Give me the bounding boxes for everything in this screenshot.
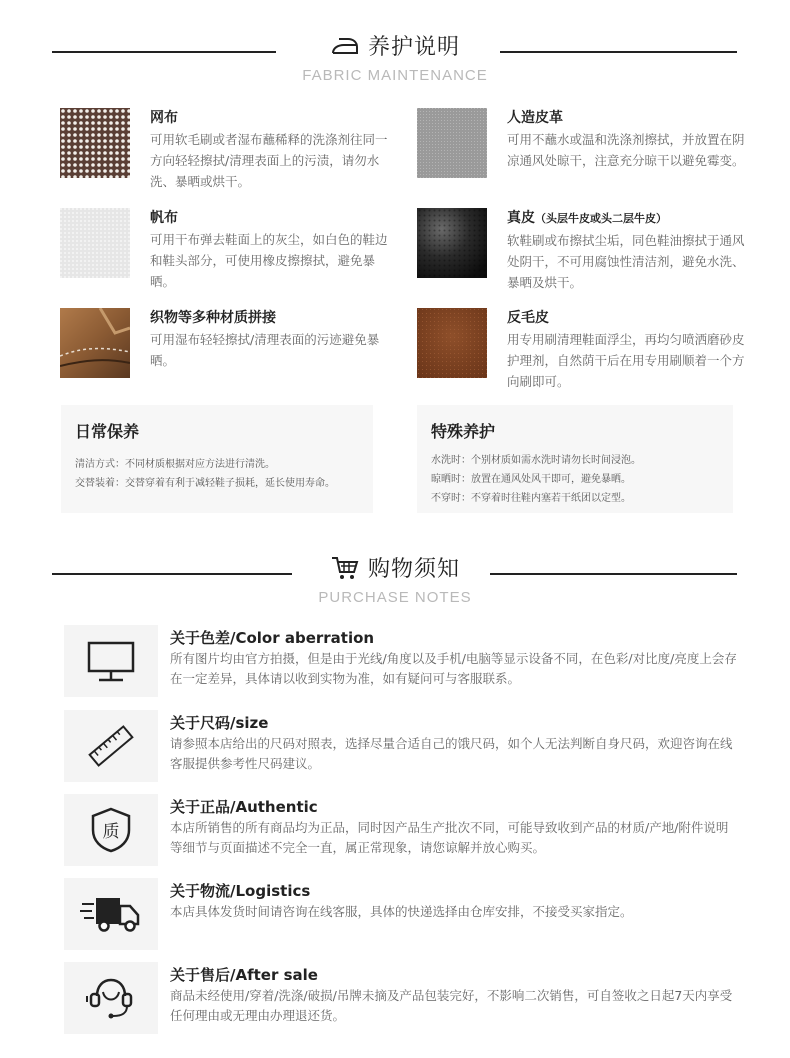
note-title: 关于售后/After sale — [170, 966, 318, 984]
purchase-note — [64, 625, 744, 697]
purchase-subtitle: PURCHASE NOTES — [318, 588, 472, 606]
fabric-desc: 可用干布弹去鞋面上的灰尘，如白色的鞋边和鞋头部分，可使用橡皮擦擦拭，避免暴晒。 — [150, 232, 388, 289]
note-title: 关于正品/Authentic — [170, 798, 318, 816]
genuine-leather-swatch — [417, 208, 487, 278]
fabric-name: 织物等多种材质拼接 — [150, 310, 276, 326]
purchase-note — [64, 962, 744, 1034]
fabric-item — [60, 208, 400, 298]
special-care-line: 水洗时：个别材质如需水洗时请勿长时间浸泡。 — [431, 455, 641, 466]
mixed-material-swatch — [60, 308, 130, 378]
note-desc: 所有图片均由官方拍摄，但是由于光线/角度以及手机/电脑等显示设备不同，在色彩/对比度/亮度上会存在一定差异，具体请以收到实物为准，如有疑问可与客服联系。 — [170, 651, 737, 686]
care-section-header — [0, 30, 790, 90]
delivery-truck-icon — [80, 894, 142, 934]
note-desc: 请参照本店给出的尺码对照表，选择尽量合适自己的饿尺码，如个人无法判断自身尺码，欢迎咨询在线客服提供参考性尺码建议。 — [170, 736, 733, 771]
daily-care-title: 日常保养 — [75, 422, 140, 441]
fabric-name: 人造皮革 — [507, 110, 563, 126]
note-desc: 商品未经使用/穿着/洗涤/破损/吊牌未摘及产品包装完好，不影响二次销售，可自签收之日起7天内享受任何理由或无理由办理退还货。 — [170, 988, 733, 1023]
shield-quality-label: 质 — [102, 822, 120, 842]
care-title: 养护说明 — [367, 35, 460, 60]
purchase-title: 购物须知 — [367, 557, 460, 582]
purchase-note — [64, 710, 744, 782]
daily-care-line: 交替装着：交替穿着有利于减轻鞋子损耗，延长使用寿命。 — [75, 478, 335, 489]
mesh-swatch — [60, 108, 130, 178]
note-desc: 本店所销售的所有商品均为正品，同时因产品生产批次不同，可能导致收到产品的材质/产地/附件说明等细节与页面描述不完全一直，属正常现象，请您谅解并放心购买。 — [170, 820, 729, 855]
fabric-item — [417, 208, 757, 298]
special-care-box — [417, 405, 733, 513]
iron-icon — [330, 33, 360, 59]
special-care-title: 特殊养护 — [431, 422, 496, 441]
shopping-cart-icon — [330, 555, 360, 581]
canvas-swatch — [60, 208, 130, 278]
note-title: 关于色差/Color aberration — [170, 629, 375, 647]
fabric-name-note: （头层牛皮或头二层牛皮） — [535, 212, 667, 225]
fabric-desc: 用专用刷清理鞋面浮尘，再均匀喷洒磨砂皮护理剂，自然荫干后在用专用刷顺着一个方向刷即可。 — [507, 332, 745, 389]
fabric-item — [60, 108, 400, 198]
note-title: 关于物流/Logistics — [170, 882, 311, 900]
suede-swatch — [417, 308, 487, 378]
daily-care-line: 清洁方式：不同材质根据对应方法进行清洗。 — [75, 459, 275, 470]
fabric-name: 反毛皮 — [507, 310, 549, 326]
fabric-item — [417, 308, 757, 398]
fabric-name: 帆布 — [150, 210, 178, 226]
note-desc: 本店具体发货时间请咨询在线客服，具体的快递选择由仓库安排，不接受买家指定。 — [170, 904, 633, 919]
purchase-note — [64, 878, 744, 950]
customer-service-icon — [85, 974, 137, 1022]
shield-quality-icon — [85, 806, 137, 854]
fabric-item — [417, 108, 757, 198]
purchase-note — [64, 794, 744, 866]
daily-care-box — [61, 405, 373, 513]
fabric-name: 网布 — [150, 110, 178, 126]
special-care-line: 晾晒时：放置在通风处风干即可，避免暴晒。 — [431, 474, 631, 485]
special-care-line: 不穿时：不穿着时往鞋内塞若干纸团以定型。 — [431, 493, 631, 504]
care-subtitle: FABRIC MAINTENANCE — [302, 66, 488, 84]
synthetic-leather-swatch — [417, 108, 487, 178]
fabric-desc: 可用不蘸水或温和洗涤剂擦拭，并放置在阴凉通风处晾干，注意充分晾干以避免霉变。 — [507, 132, 745, 168]
note-title: 关于尺码/size — [170, 714, 269, 732]
ruler-icon — [85, 724, 137, 768]
fabric-desc: 可用湿布轻轻擦拭/清理表面的污迹避免暴晒。 — [150, 332, 380, 368]
fabric-desc: 软鞋刷或布擦拭尘垢，同色鞋油擦拭于通风处阴干，不可用腐蚀性清洁剂，避免水洗、暴晒及烘干。 — [507, 233, 745, 290]
fabric-desc: 可用软毛刷或者湿布蘸稀释的洗涤剂往同一方向轻轻擦拭/清理表面上的污渍，请勿水洗、暴晒或烘干。 — [150, 132, 388, 189]
monitor-icon — [85, 639, 137, 683]
purchase-section-header — [0, 552, 790, 612]
fabric-item — [60, 308, 400, 398]
fabric-name: 真皮 — [507, 210, 535, 226]
